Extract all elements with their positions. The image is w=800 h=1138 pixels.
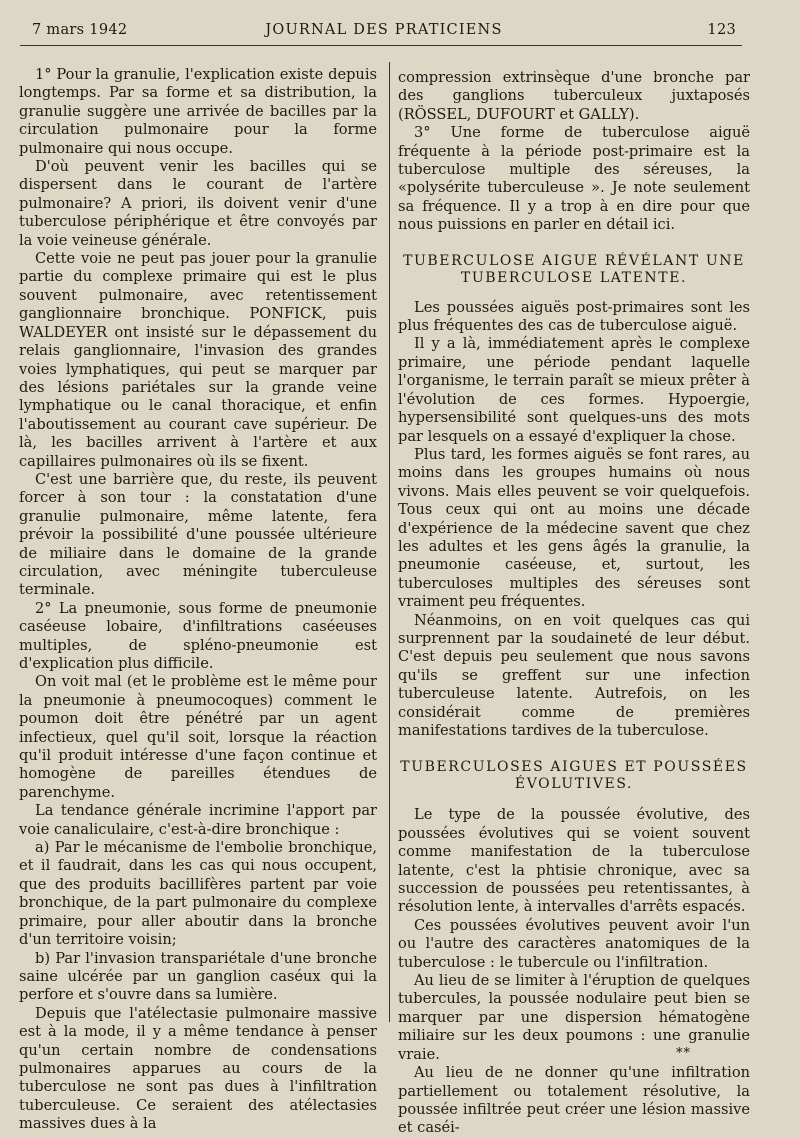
issue-date: 7 mars 1942 — [32, 22, 128, 38]
section-heading: TUBERCULOSE AIGUE RÉVÉLANT UNE TUBERCULOSE LATENTE. — [403, 252, 745, 286]
section-heading: TUBERCULOSES AIGUES ET POUSSÉES ÉVOLUTIVES. — [400, 759, 748, 793]
paragraph: Il y a là, immédiatement après le complexe primaire, une période pendant laquelle l'organisme, le terrain paraît se mieux prêter à l'évolution de ces formes. Hypoergie, hypersensibilité sont quelques-uns des mots par lesquels on a essayé d'expliquer la chose. — [398, 335, 750, 445]
paragraph: Au lieu de se limiter à l'éruption de quelques tubercules, la poussée nodulaire peut bien se marquer par une dispersion hématogène miliaire sur les deux poumons : une granulie vraie. — [398, 972, 750, 1063]
paragraph: a) Par le mécanisme de l'embolie bronchique, et il faudrait, dans les cas qui nous occupent, que des produits bacillifères partent par voie bronchique, de la part pulmonaire du complexe primaire, pour aller aboutir dans la bronche d'un territoire voisin; — [19, 839, 377, 949]
paragraph: Néanmoins, on en voit quelques cas qui surprennent par la soudaineté de leur début. C'est depuis peu seulement que nous savons qu'ils se greffent sur une infection tuberculeuse latente. Autrefois, on les considérait comme de premières manifestations tardives de la tuberculose. — [398, 611, 750, 739]
paragraph: 1° Pour la granulie, l'explication existe depuis longtemps. Par sa forme et sa distribution, la granulie suggère une arrivée de bacilles par la circulation pulmonaire pour la forme pulmonaire qui nous occupe. — [19, 66, 377, 157]
paragraph: Depuis que l'atélectasie pulmonaire massive est à la mode, il y a même tendance à penser qu'un certain nombre de condensations pulmonaires apparues au cours de la tuberculose ne sont pas dues à l'infiltration tuberculeuse. Ce seraient des atélectasies massives dues à la — [19, 1004, 377, 1133]
paragraph: 3° Une forme de tuberculose aiguë fréquente à la période post-primaire est la tuberculose multiple des séreuses, la «polysérite tuberculeuse ». Je note seulement sa fréquence. Il y a trop à en dire pour que nous puissions en parler en détail ici. — [398, 124, 750, 234]
page-header — [32, 22, 736, 44]
right-column — [398, 69, 750, 1138]
paragraph: Le type de la poussée évolutive, des poussées évolutives qui se voient souvent comme manifestation de la tuberculose latente, c'est la phtisie chronique, avec sa succession de poussées peu retentissantes, à résolution lente, à intervalles d'arrêts espacés. — [398, 806, 750, 916]
paragraph: Ces poussées évolutives peuvent avoir l'un ou l'autre des caractères anatomiques de la tuberculose : le tubercule ou l'infiltration. — [398, 916, 750, 971]
page-number: 123 — [707, 22, 736, 38]
paragraph: 2° La pneumonie, sous forme de pneumonie caséeuse lobaire, d'infiltrations caséeuses multiples, de spléno-pneumonie est d'explication plus difficile. — [19, 599, 377, 672]
paragraph: Les poussées aiguës post-primaires sont les plus fréquentes des cas de tuberculose aiguë. — [398, 298, 750, 335]
paragraph: b) Par l'invasion transpariétale d'une bronche saine ulcérée par un ganglion caséux qui la perfore et s'ouvre dans sa lumière. — [19, 949, 377, 1004]
paragraph: On voit mal (et le problème est le même pour la pneumonie à pneumocoques) comment le poumon doit être pénétré par un agent infectieux, quel qu'il soit, lorsque la réaction qu'il produit intéresse d'une façon continue et homogène de pareilles étendues de parenchyme. — [19, 673, 377, 801]
paragraph: Plus tard, les formes aiguës se font rares, au moins dans les groupes humains où nous vivons. Mais elles peuvent se voir quelquefois. Tous ceux qui ont au moins une décade d'expérience de la médecine savent que chez les adultes et les gens âgés la granulie, la pneumonie caséeuse, et, surtout, les tuberculoses multiples des séreuses sont vraiment peu fréquentes. — [398, 445, 750, 611]
column-divider — [389, 62, 390, 1022]
journal-title: JOURNAL DES PRATICIENS — [265, 22, 503, 38]
paragraph: Au lieu de ne donner qu'une infiltration partiellement ou totalement résolutive, la poussée infiltrée peut créer une lésion massive et caséi- — [398, 1064, 750, 1137]
footer-mark: ** — [676, 1046, 691, 1061]
paragraph: C'est une barrière que, du reste, ils peuvent forcer à son tour : la constatation d'une granulie pulmonaire, même latente, fera prévoir la possibilité d'une poussée ultérieure de miliaire dans le domaine de la grande circulation, avec méningite tuberculeuse terminale. — [19, 470, 377, 599]
header-rule — [20, 45, 742, 46]
paragraph: La tendance générale incrimine l'apport par voie canaliculaire, c'est-à-dire bronchique : — [19, 802, 377, 838]
paragraph: compression extrinsèque d'une bronche par des ganglions tuberculeux juxtaposés (RÖSSEL, DUFOURT et GALLY). — [398, 69, 750, 123]
paragraph: Cette voie ne peut pas jouer pour la granulie partie du complexe primaire qui est le plus souvent pulmonaire, avec retentissement ganglionnaire bronchique. PONFICK, puis WALDEYER ont insisté sur le dépassement du relais ganglionnaire, l'invasion des grandes voies lymphatiques, qui peut se marquer par des lésions pariétales sur la grande veine lymphatique ou le canal thoracique, et enfin l'aboutissement au courant cave supérieur. De là, les bacilles arrivent à l'artère et aux capillaires pulmonaires où ils se fixent. — [19, 250, 377, 470]
left-column — [19, 66, 377, 1134]
paragraph: D'où peuvent venir les bacilles qui se dispersent dans le courant de l'artère pulmonaire? A priori, ils doivent venir d'une tuberculose périphérique et être convoyés par la voie veineuse générale. — [19, 158, 377, 249]
